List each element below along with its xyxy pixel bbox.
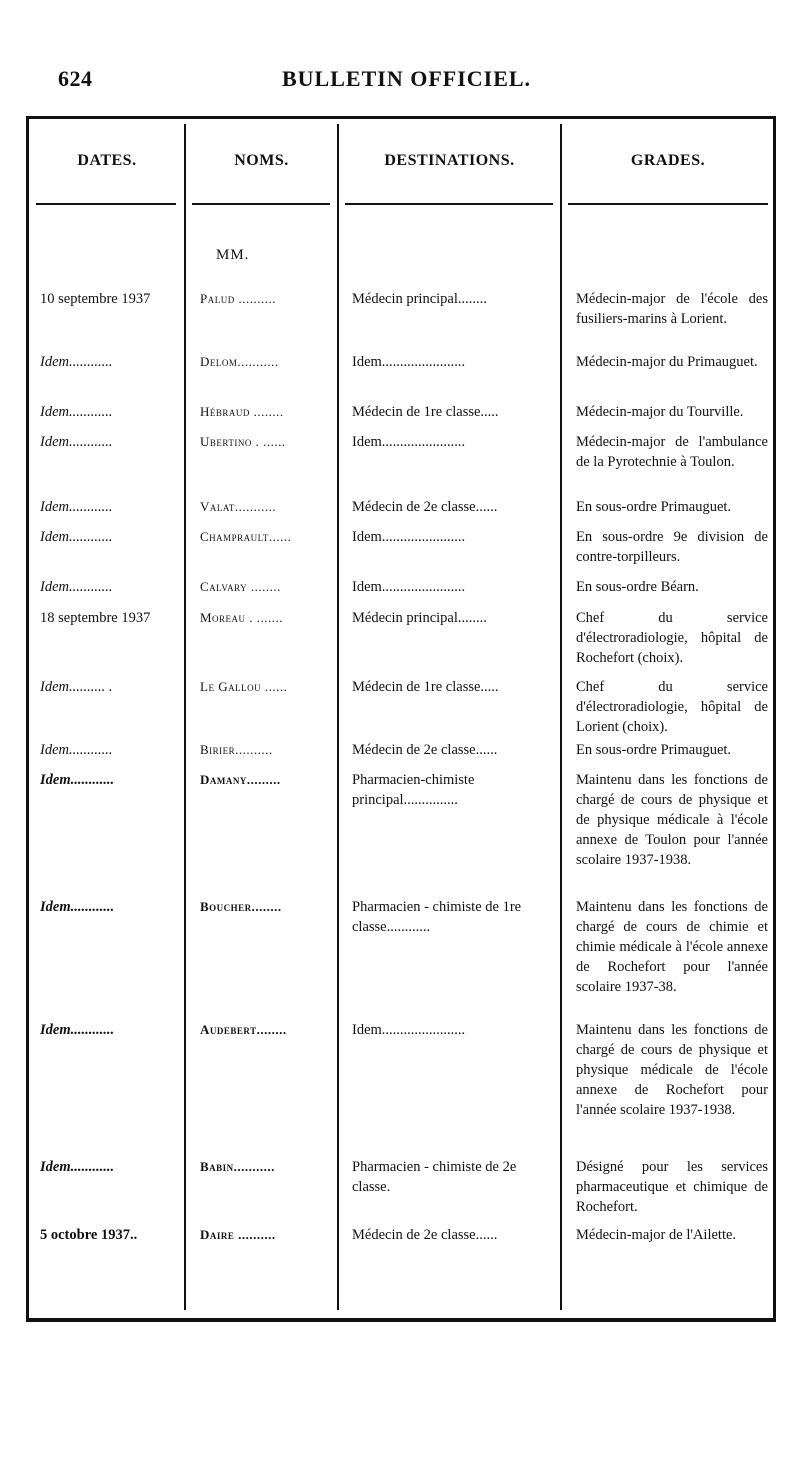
row-date: Idem............ — [40, 772, 115, 788]
row-name: Babin........... — [200, 1159, 275, 1174]
header-rule — [568, 203, 768, 205]
row-date: Idem............ — [40, 529, 113, 545]
row-name: Damany......... — [200, 772, 281, 787]
row-grade: En sous-ordre Primauguet. — [576, 742, 732, 758]
row-date: Idem............ — [40, 1159, 115, 1175]
row-destination: Pharmacien - chimiste de 2e classe. — [352, 1159, 517, 1195]
row-name: Boucher........ — [200, 899, 282, 914]
column-header-grades: GRADES. — [630, 152, 706, 169]
header-rule — [36, 203, 176, 205]
row-destination: Médecin de 2e classe...... — [352, 499, 498, 515]
row-date: Idem............ — [40, 499, 113, 515]
row-name: Palud .......... — [200, 291, 276, 306]
row-name: Le Gallou ...... — [200, 679, 288, 694]
column-header-destinations: DESTINATIONS. — [384, 152, 515, 169]
row-grade: En sous-ordre Primauguet. — [576, 499, 732, 515]
row-destination: Médecin de 2e classe...... — [352, 742, 498, 758]
column-header-dates: DATES. — [77, 152, 137, 169]
row-destination: Idem....................... — [352, 529, 466, 545]
row-grade: Maintenu dans les fonctions de chargé de cours de physique et de physique médicale à l'école annexe de Toulon pour l'année scolaire 1937-1938. — [576, 772, 768, 868]
row-date: Idem............ — [40, 404, 113, 420]
row-destination: Médecin de 2e classe...... — [352, 1227, 498, 1243]
row-name: Daire .......... — [200, 1227, 276, 1242]
row-date: Idem............ — [40, 434, 113, 450]
row-grade: Médecin-major du Tourville. — [576, 404, 744, 420]
row-name: Audebert........ — [200, 1022, 287, 1037]
row-grade: Chef du service d'électroradiologie, hôpital de Rochefort (choix). — [576, 610, 768, 666]
row-grade: Médecin-major de l'Ailette. — [576, 1227, 737, 1243]
mm-label: MM. — [216, 247, 250, 263]
row-name: Champrault...... — [200, 529, 292, 544]
row-destination: Médecin de 1re classe..... — [352, 404, 499, 420]
header-rule — [345, 203, 553, 205]
row-date: Idem............ — [40, 899, 115, 915]
row-destination: Médecin de 1re classe..... — [352, 679, 499, 695]
row-grade: Maintenu dans les fonctions de chargé de cours de physique et physique médicale de l'école annexe de Rochefort pour l'année scolaire 1937-1938. — [576, 1022, 768, 1118]
row-name: Moreau . ....... — [200, 610, 284, 625]
row-name: Birier.......... — [200, 742, 273, 757]
row-grade: Médecin-major de l'école des fusiliers-marins à Lorient. — [576, 291, 768, 327]
row-date: 10 septembre 1937 — [40, 291, 151, 307]
column-header-noms: NOMS. — [234, 152, 289, 169]
row-grade: Chef du service d'électroradiologie, hôpital de Lorient (choix). — [576, 679, 768, 735]
row-grade: Médecin-major du Primauguet. — [576, 354, 758, 370]
row-name: Calvary ........ — [200, 579, 281, 594]
row-grade: Maintenu dans les fonctions de chargé de cours de chimie et chimie médicale à l'école annexe de Rochefort pour l'année scolaire 1937-38. — [576, 899, 768, 995]
column-rule — [184, 124, 186, 1310]
row-date: Idem............ — [40, 354, 113, 370]
row-name: Hébraud ........ — [200, 404, 284, 419]
row-grade: Médecin-major de l'ambulance de la Pyrotechnie à Toulon. — [576, 434, 768, 470]
row-destination: Idem....................... — [352, 354, 466, 370]
row-date: Idem............ — [40, 742, 113, 758]
column-rule — [560, 124, 562, 1310]
row-grade: En sous-ordre Béarn. — [576, 579, 699, 595]
row-date: Idem............ — [40, 1022, 115, 1038]
row-grade: Désigné pour les services pharmaceutique et chimique de Rochefort. — [576, 1159, 768, 1215]
row-date: 18 septembre 1937 — [40, 610, 151, 626]
row-date: Idem.......... . — [40, 679, 113, 695]
header-rule — [192, 203, 330, 205]
row-name: Valat........... — [200, 499, 277, 514]
row-grade: En sous-ordre 9e division de contre-torpilleurs. — [576, 529, 768, 565]
row-date: Idem............ — [40, 579, 113, 595]
column-rule — [337, 124, 339, 1310]
row-destination: Idem....................... — [352, 434, 466, 450]
row-destination: Médecin principal........ — [352, 610, 487, 626]
row-name: Ubertino . ...... — [200, 434, 286, 449]
page-title: BULLETIN OFFICIEL. — [282, 66, 532, 91]
row-destination: Pharmacien - chimiste de 1re classe............ — [352, 899, 522, 935]
row-destination: Médecin principal........ — [352, 291, 487, 307]
page-number: 624 — [58, 66, 93, 91]
row-destination: Pharmacien-chimiste principal............... — [352, 772, 475, 808]
row-name: Delom........... — [200, 354, 279, 369]
row-destination: Idem....................... — [352, 1022, 466, 1038]
row-destination: Idem....................... — [352, 579, 466, 595]
row-date: 5 octobre 1937.. — [40, 1227, 138, 1243]
